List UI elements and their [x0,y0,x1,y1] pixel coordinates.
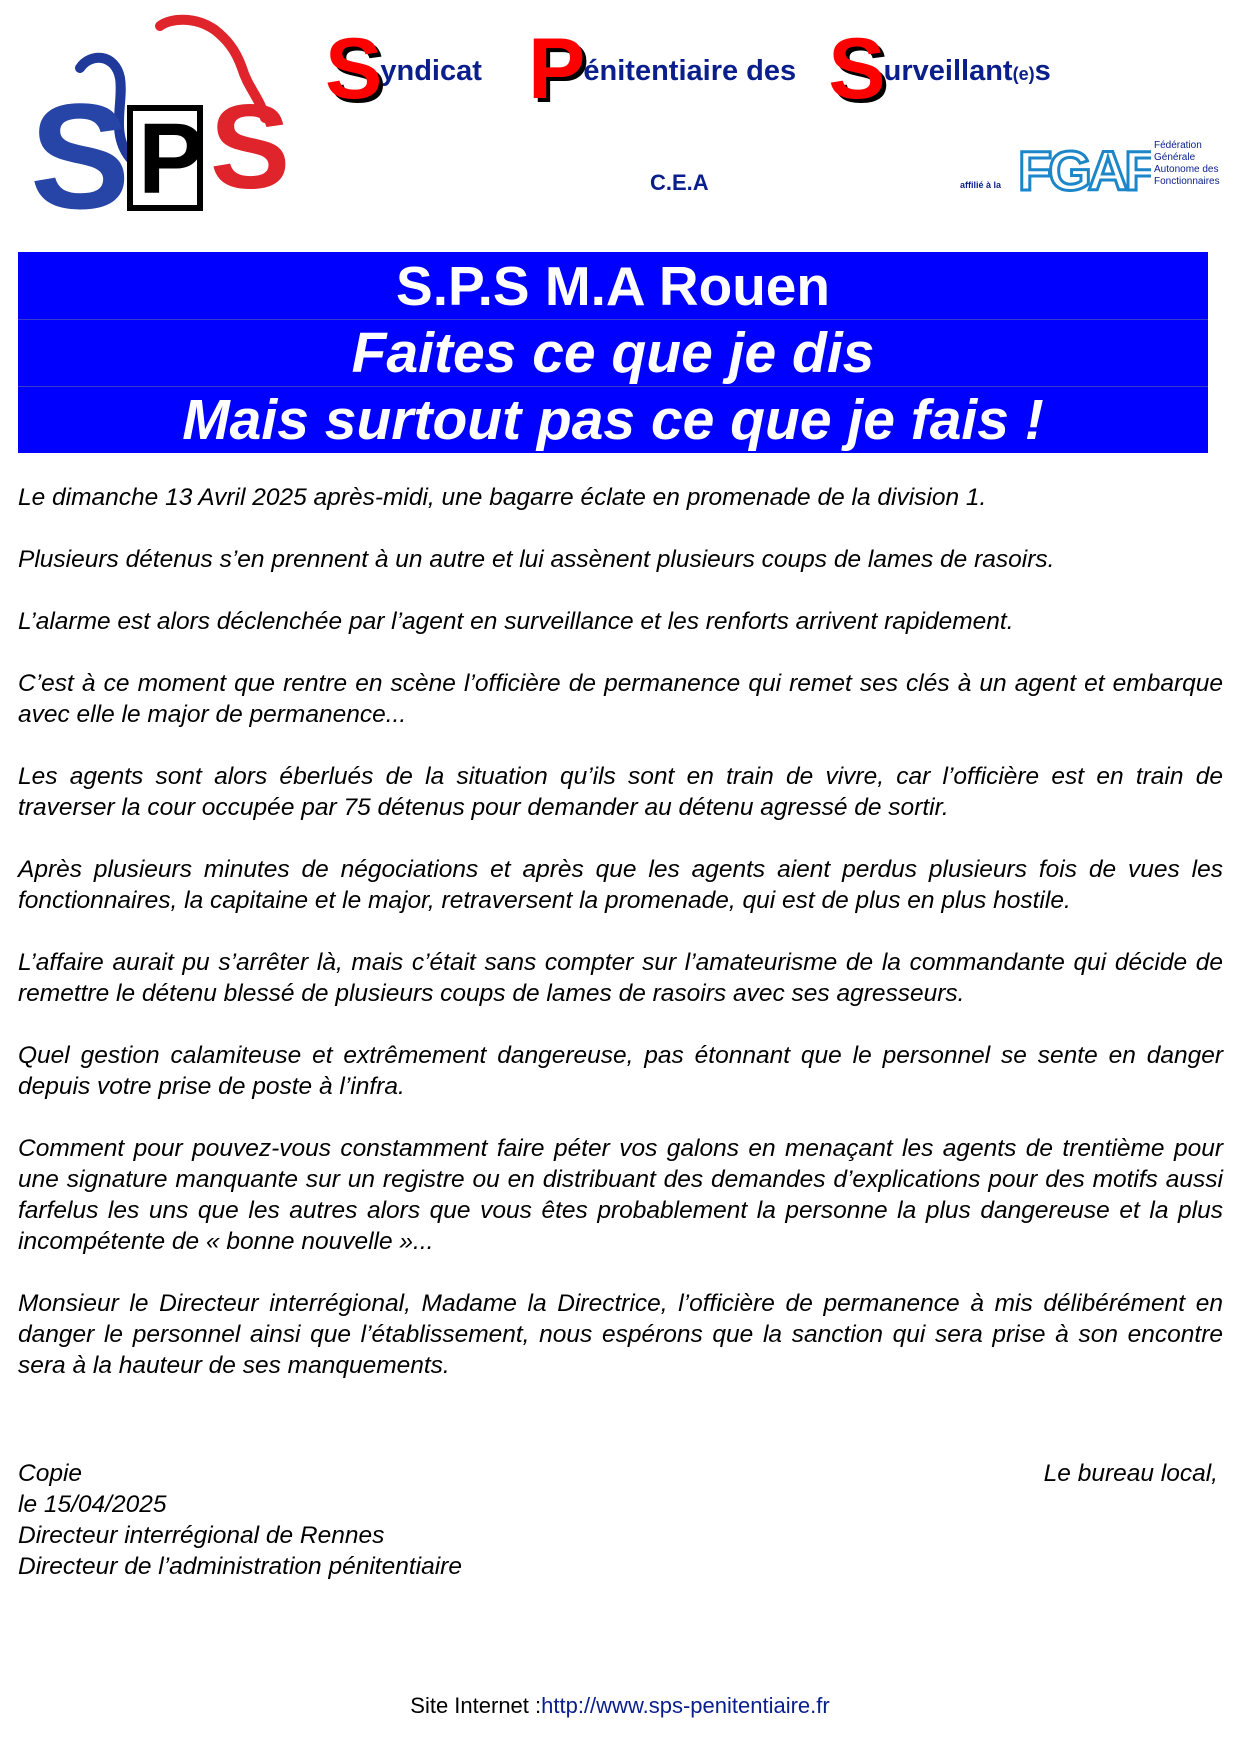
paragraph: Après plusieurs minutes de négociations et après que les agents aient perdus plusieurs fois de vues les fonctionnaires, la capitaine et le major, retraversent la promenade, qui est de plus en plus hostile. [18,856,1223,914]
banner-title: S.P.S M.A Rouen [18,252,1208,319]
affiliation-label: affilié à la [960,180,1002,190]
banner-subtitle-1: Faites ce que je dis [18,319,1208,386]
footer-label: Site Internet : [410,1693,542,1718]
cea-label: C.E.A [650,170,709,195]
initial-s2: S [828,21,884,117]
initial-s1: S [325,21,381,117]
word-feminine-suffix: (e) [1012,64,1035,84]
word-syndicat: yndicat [380,55,482,87]
signature: Le bureau local, [1043,1460,1218,1487]
federation-line: Fonctionnaires [1154,176,1220,187]
federation-line: Générale [1154,152,1196,163]
federation-name [1154,140,1220,188]
banner-subtitle-2: Mais surtout pas ce que je fais ! [18,386,1208,453]
paragraph: Comment pour pouvez-vous constamment faire péter vos galons en menaçant les agents de trentième pour une signature manquante sur un registre ou en distribuant des demandes d’explications pour des motifs aussi farfelus les uns que les autres alors que vous êtes probablement la personne la plus dangereuse et la plus incompétente de « bonne nouvelle »... [18,1135,1223,1255]
fgaf-logo [1016,140,1151,198]
paragraph: Monsieur le Directeur interrégional, Madame la Directrice, l’officière de permanence à mis délibérément en danger le personnel ainsi que l’établissement, nous espérons que la sanction qui sera prise à son encontre sera à la hauteur de ses manquements. [18,1290,1223,1379]
paragraph: C’est à ce moment que rentre en scène l’officière de permanence qui remet ses clés à un agent et embarque avec elle le major de permanence... [18,670,1223,728]
svg-text:S: S [210,80,291,214]
title-banner [18,252,1208,453]
federation-line: Fédération [1154,140,1202,151]
sps-logo [20,8,300,233]
closing-block [18,1458,1218,1582]
letter-body [18,482,1223,1412]
paragraph: Le dimanche 13 Avril 2025 après-midi, une bagarre éclate en promenade de la division 1. [18,484,987,511]
initial-p: P [528,21,584,117]
federation-line: Autonome des [1154,164,1219,175]
word-surveillant: urveillant [883,55,1013,87]
paragraph: Plusieurs détenus s’en prennent à un autre et lui assènent plusieurs coups de lames de rasoirs. [18,546,1055,573]
paragraph: Les agents sont alors éberlués de la situation qu’ils sont en train de vivre, car l’officière est en train de traverser la cour occupée par 75 détenus pour demander au détenu agressé de sortir. [18,763,1223,821]
copy-recipient: Directeur interrégional de Rennes [18,1522,385,1549]
svg-text:P: P [138,103,205,215]
paragraph: L’alarme est alors déclenchée par l’agent en surveillance et les renforts arrivent rapidement. [18,608,1014,635]
letter-date: le 15/04/2025 [18,1491,167,1518]
copy-recipient: Directeur de l’administration pénitentiaire [18,1553,462,1580]
affiliation-block [960,140,1220,200]
footer [0,1693,1240,1719]
website-link[interactable]: http://www.sps-penitentiaire.fr [541,1693,830,1718]
word-plural: s [1034,55,1051,87]
copy-label: Copie [18,1460,83,1487]
organisation-name [325,21,1125,117]
paragraph: Quel gestion calamiteuse et extrêmement dangereuse, pas étonnant que le personnel se sente en danger depuis votre prise de poste à l’infra. [18,1042,1223,1100]
word-penitentiaire: énitentiaire des [583,55,797,87]
paragraph: L’affaire aurait pu s’arrêter là, mais c’était sans compter sur l’amateurisme de la commandante qui décide de remettre le détenu blessé de plusieurs coups de lames de rasoirs avec ses agresseurs. [18,949,1223,1007]
svg-text:S: S [30,72,131,233]
fgaf-logo-text: FGAF [1018,140,1151,198]
